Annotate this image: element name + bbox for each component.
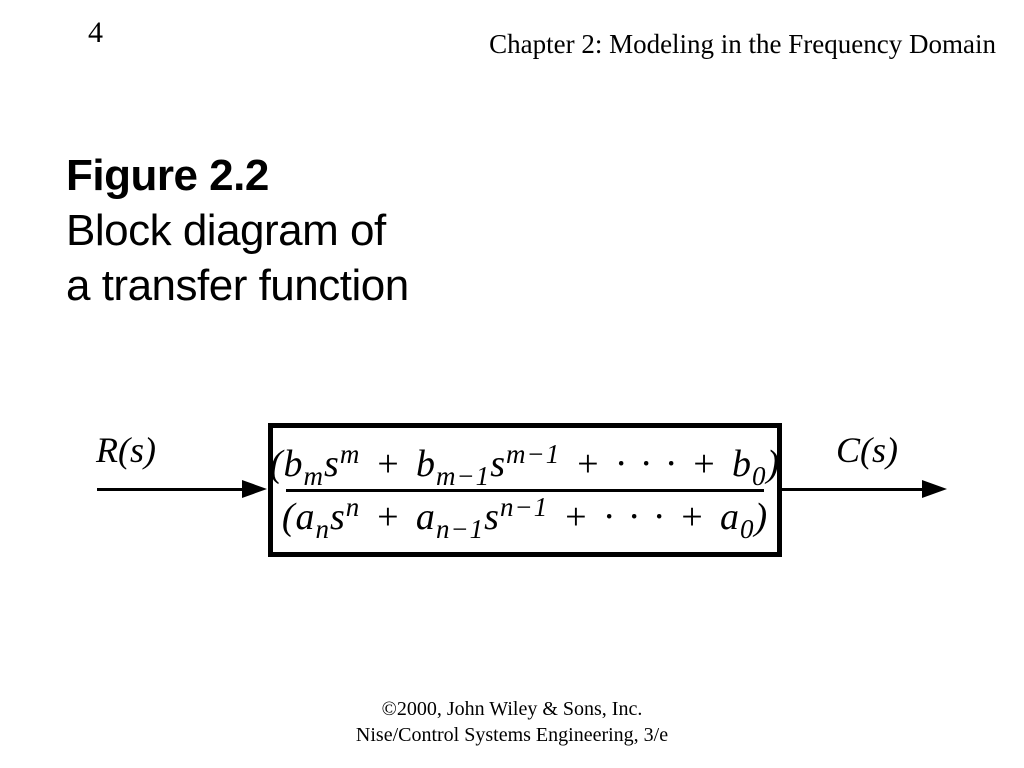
- input-arrow-line: [97, 488, 243, 491]
- formula-token: + b: [360, 442, 436, 485]
- formula-token: ): [754, 495, 769, 538]
- formula-subscript: m: [303, 460, 325, 491]
- book-credit-line: Nise/Control Systems Engineering, 3/e: [355, 724, 669, 746]
- output-arrow-line: [780, 488, 924, 491]
- formula-superscript: m: [339, 438, 361, 469]
- formula-superscript: n−1: [499, 491, 549, 522]
- output-arrowhead-icon: [922, 480, 947, 498]
- transfer-function-block: [268, 423, 782, 557]
- formula-token: s: [490, 442, 506, 485]
- formula-superscript: n: [345, 491, 361, 522]
- formula-subscript: n: [315, 513, 330, 544]
- formula-token: (b: [269, 442, 304, 485]
- formula-subscript: m−1: [435, 460, 491, 491]
- formula-token: + · · · + a: [548, 495, 740, 538]
- figure-title-number: Figure 2.2: [66, 151, 269, 200]
- numerator: [270, 439, 780, 489]
- figure-title-line3: a transfer function: [66, 261, 409, 310]
- formula-token: + a: [360, 495, 436, 538]
- chapter-header: Chapter 2: Modeling in the Frequency Domain: [489, 29, 996, 59]
- formula-token: (a: [281, 495, 316, 538]
- denominator: [282, 492, 768, 542]
- formula-token: ): [766, 442, 781, 485]
- copyright-footer: [0, 696, 1024, 748]
- formula-superscript: m−1: [505, 438, 561, 469]
- formula-token: s: [484, 495, 500, 538]
- slide-page-number: 4: [88, 16, 103, 49]
- input-arrowhead-icon: [242, 480, 267, 498]
- input-signal-label: R(s): [96, 430, 156, 470]
- formula-subscript: 0: [740, 513, 755, 544]
- formula-token: s: [329, 495, 346, 538]
- copyright-line: ©2000, John Wiley & Sons, Inc.: [381, 698, 643, 720]
- formula-subscript: n−1: [435, 513, 485, 544]
- figure-title-line2: Block diagram of: [66, 206, 386, 255]
- formula-subscript: 0: [752, 460, 767, 491]
- output-signal-label: C(s): [836, 430, 898, 470]
- formula-token: + · · · + b: [560, 442, 752, 485]
- formula-token: s: [324, 442, 340, 485]
